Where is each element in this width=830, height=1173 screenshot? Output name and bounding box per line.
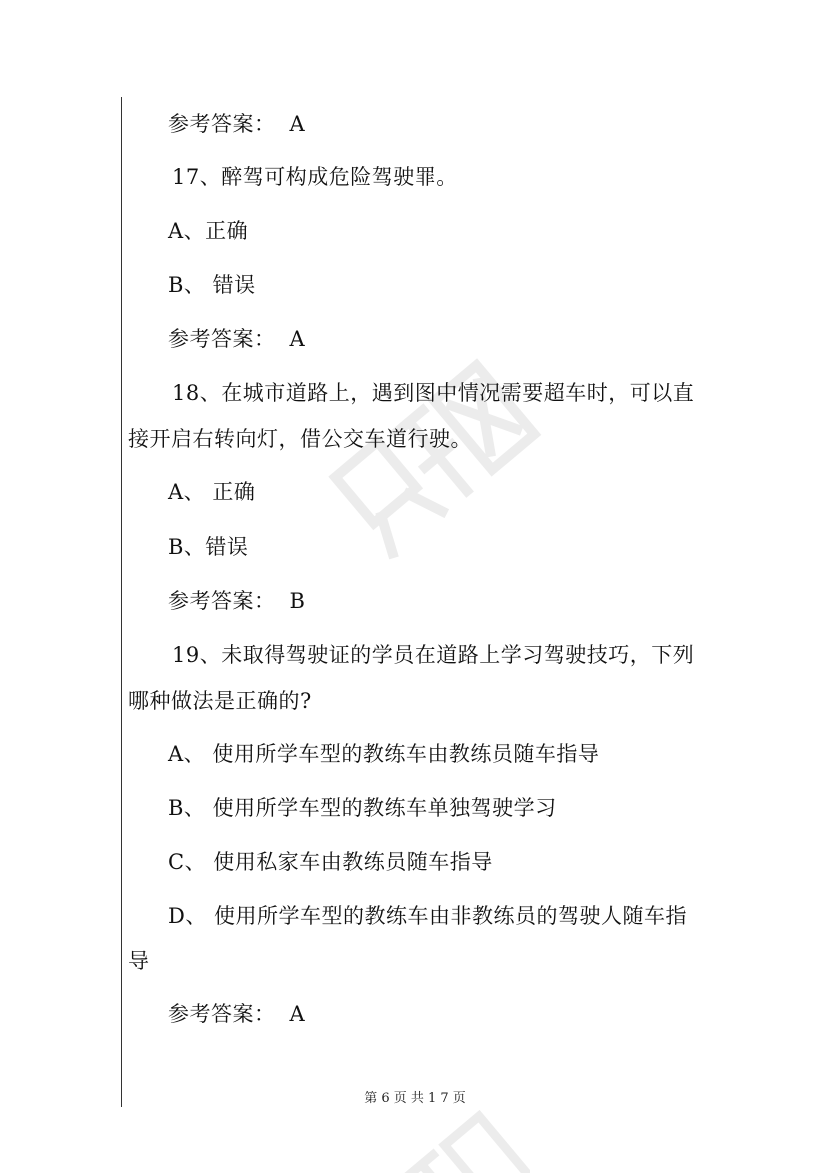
- answer-line: [168, 587, 758, 615]
- option-b: B、 错误: [168, 273, 256, 297]
- question-17: 17、醉驾可构成危险驾驶罪。: [172, 165, 458, 189]
- answer-value: A: [289, 1002, 306, 1026]
- question-19-line-1: 19、未取得驾驶证的学员在道路上学习驾驶技巧，下列: [172, 643, 695, 667]
- answer-label: 参考答案：: [168, 589, 276, 613]
- question-18-line-1: 18、在城市道路上，遇到图中情况需要超车时，可以直: [172, 381, 695, 405]
- answer-label: 参考答案：: [168, 327, 276, 351]
- option-a: A、 正确: [168, 480, 256, 504]
- option-b: B、 使用所学车型的教练车单独驾驶学习: [168, 796, 557, 820]
- option-b: B、错误: [168, 535, 249, 559]
- page-footer: 第 6 页 共 1 7 页: [364, 1091, 466, 1106]
- left-margin-rule: [121, 97, 122, 1107]
- question-19-line-2: 哪种做法是正确的?: [128, 689, 312, 713]
- option-a: A、正确: [168, 219, 249, 243]
- answer-label: 参考答案：: [168, 1002, 276, 1026]
- answer-label: 参考答案：: [168, 112, 276, 136]
- option-a: A、 使用所学车型的教练车由教练员随车指导: [168, 742, 600, 766]
- answer-line: [168, 1000, 758, 1028]
- question-18-line-2: 接开启右转向灯，借公交车道行驶。: [128, 427, 472, 451]
- answer-value: A: [289, 327, 306, 351]
- answer-value: B: [289, 589, 306, 613]
- answer-line: [168, 110, 758, 138]
- option-d-line-2: 导: [128, 949, 150, 973]
- answer-value: A: [289, 112, 306, 136]
- answer-line: [168, 325, 758, 353]
- option-d-line-1: D、 使用所学车型的教练车由非教练员的驾驶人随车指: [168, 904, 688, 928]
- option-c: C、 使用私家车由教练员随车指导: [168, 850, 493, 874]
